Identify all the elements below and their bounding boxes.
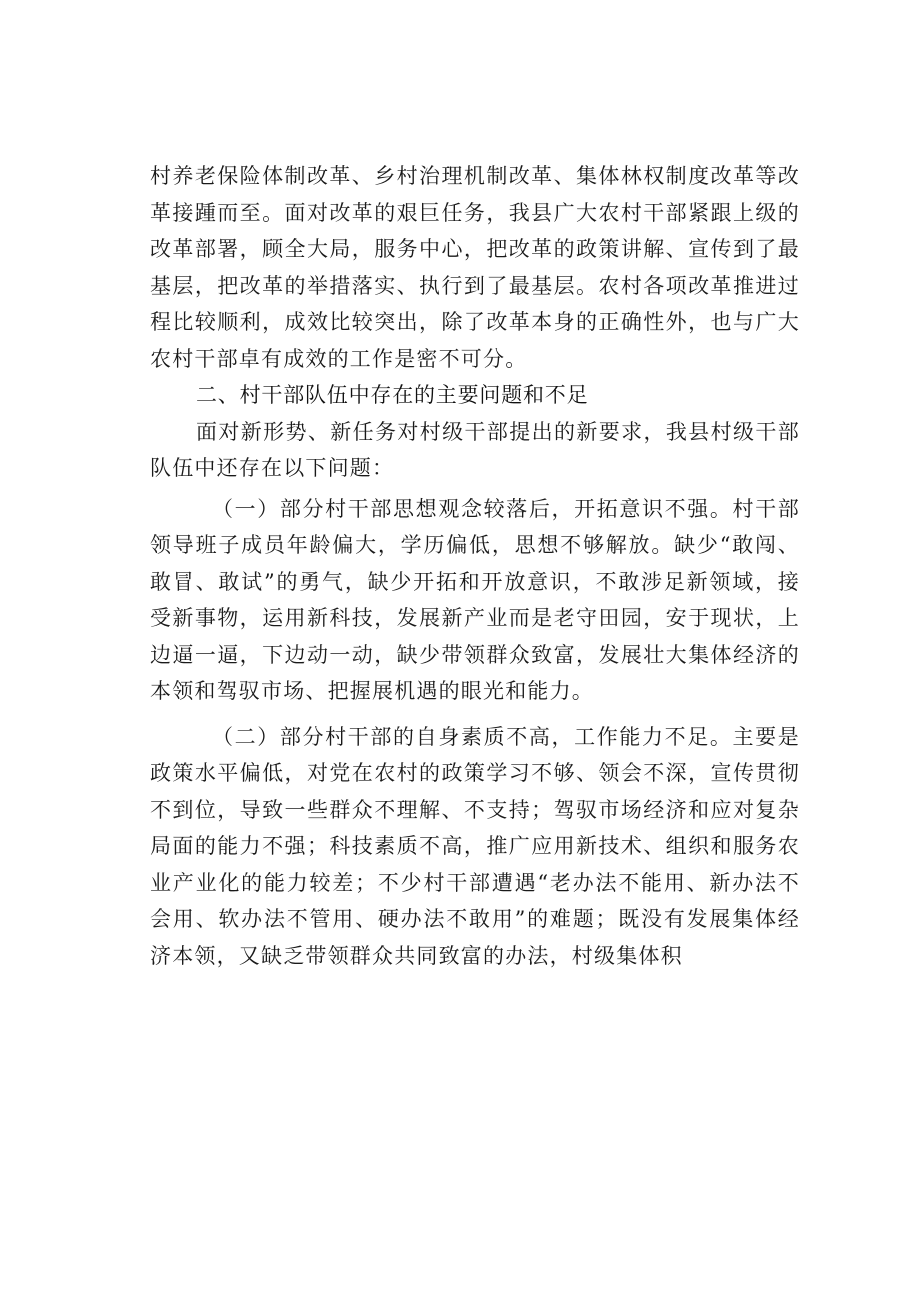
section-heading-problems: 二、村干部队伍中存在的主要问题和不足: [196, 383, 589, 407]
paragraph-reform-continued: 村养老保险体制改革、乡村治理机制改革、集体林权制度改革等改革接踵而至。面对改革的艰巨任务，我县广大农村干部紧跟上级的改革部署，顾全大局，服务中心，把改革的政策讲解、宣传到了最基层，把改革的举措落实、执行到了最基层。农村各项改革推进过程比较顺利，成效比较突出，除了改革本身的正确性外，也与广大农村干部卓有成效的工作是密不可分。: [150, 164, 800, 371]
paragraph-problem-2: （二）部分村干部的自身素质不高，工作能力不足。主要是政策水平偏低，对党在农村的政策学习不够、领会不深，宣传贯彻不到位，导致一些群众不理解、不支持；驾驭市场经济和应对复杂局面的能力不强；科技素质不高，推广应用新技术、组织和服务农业产业化的能力较差；不少村干部遭遇“老办法不能用、新办法不会用、软办法不管用、硬办法不敢用”的难题；既没有发展集体经济本领，又缺乏带领群众共同致富的办法，村级集体积: [150, 724, 800, 968]
document-body: [150, 158, 800, 974]
paragraph-problems-intro: 面对新形势、新任务对村级干部提出的新要求，我县村级干部队伍中还存在以下问题：: [150, 419, 800, 480]
paragraph-problem-1: （一）部分村干部思想观念较落后，开拓意识不强。村干部领导班子成员年龄偏大，学历偏低，思想不够解放。缺少“敢闯、敢冒、敢试”的勇气，缺少开拓和开放意识，不敢涉足新领域，接受新事物，运用新科技，发展新产业而是老守田园，安于现状，上边逼一逼，下边动一动，缺少带领群众致富，发展壮大集体经济的本领和驾驭市场、把握展机遇的眼光和能力。: [150, 496, 800, 703]
